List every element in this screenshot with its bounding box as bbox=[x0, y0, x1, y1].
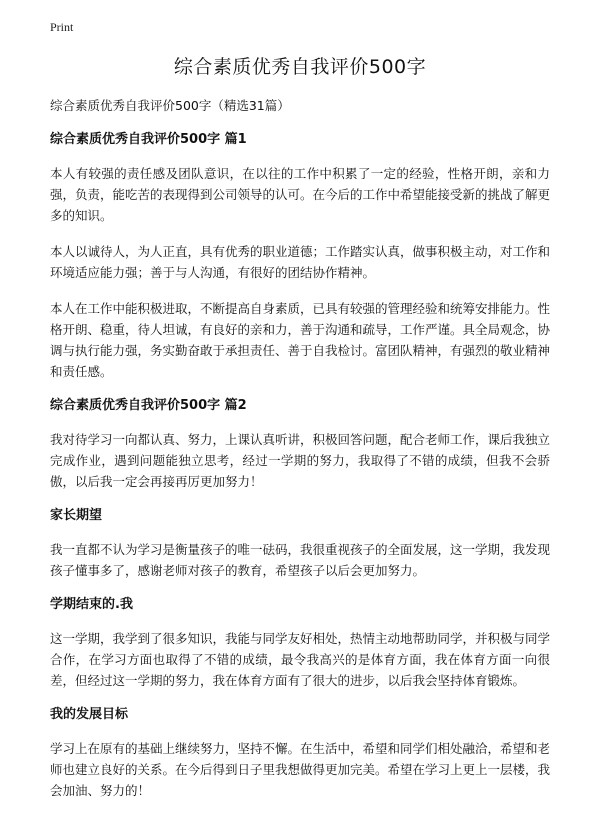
section-heading: 我的发展目标 bbox=[50, 707, 129, 722]
paragraph: 本人以诚待人，为人正直，具有优秀的职业道德；工作踏实认真，做事积极主动，对工作和环境适应能力强；善于与人沟通，有很好的团结协作精神。 bbox=[50, 244, 551, 280]
page-title: 综合素质优秀自我评价500字 bbox=[173, 56, 427, 78]
paragraph: 我一直都不认为学习是衡量孩子的唯一砝码，我很重视孩子的全面发展，这一学期，我发现孩子懂事多了，感谢老师对孩子的教育，希望孩子以后会更加努力。 bbox=[50, 542, 551, 578]
document-subtitle: 综合素质优秀自我评价500字（精选31篇） bbox=[50, 98, 290, 113]
section-development-goals bbox=[50, 706, 550, 801]
section-heading: 学期结束的.我 bbox=[50, 597, 133, 612]
document-body bbox=[50, 52, 550, 816]
paragraph: 我对待学习一向都认真、努力，上课认真听讲，积极回答问题，配合老师工作，课后我独立完成作业，遇到问题能独立思考，经过一学期的努力，我取得了不错的成绩，但我不会骄傲，以后我一定会再接再厉更加努力！ bbox=[50, 432, 551, 489]
paragraph: 本人在工作中能积极进取，不断提高自身素质，已具有较强的管理经验和统筹安排能力。性格开朗、稳重，待人坦诚，有良好的亲和力，善于沟通和疏导，工作严谨。具全局观念，协调与执行能力强，务实勤奋敢于承担责任、善于自我检讨。富团队精神，有强烈的敬业精神和责任感。 bbox=[50, 301, 551, 379]
paragraph: 本人有较强的责任感及团队意识，在以往的工作中积累了一定的经验，性格开朗，亲和力强，负责，能吃苦的表现得到公司领导的认可。在今后的工作中希望能接受新的挑战了解更多的知识。 bbox=[50, 166, 551, 223]
paragraph: 学习上在原有的基础上继续努力，坚持不懈。在生活中，希望和同学们相处融洽，希望和老师也建立良好的关系。在今后得到日子里我想做得更加完美。希望在学习上更上一层楼，我会加油、努力的！ bbox=[50, 741, 551, 798]
section-1 bbox=[50, 131, 550, 382]
section-parent-expectation bbox=[50, 507, 550, 581]
section-2 bbox=[50, 397, 550, 492]
section-heading: 综合素质优秀自我评价500字 篇2 bbox=[50, 398, 247, 413]
section-heading: 综合素质优秀自我评价500字 篇1 bbox=[50, 132, 247, 147]
section-heading: 家长期望 bbox=[50, 508, 103, 523]
print-link[interactable]: Print bbox=[50, 20, 74, 34]
paragraph: 这一学期，我学到了很多知识，我能与同学友好相处，热情主动地帮助同学，并积极与同学合作，在学习方面也取得了不错的成绩，最令我高兴的是体育方面，我在体育方面一向很差，但经过这一学期的努力，我在体育方面有了很大的进步，以后我会坚持体育锻炼。 bbox=[50, 631, 551, 688]
section-semester-end bbox=[50, 596, 550, 691]
